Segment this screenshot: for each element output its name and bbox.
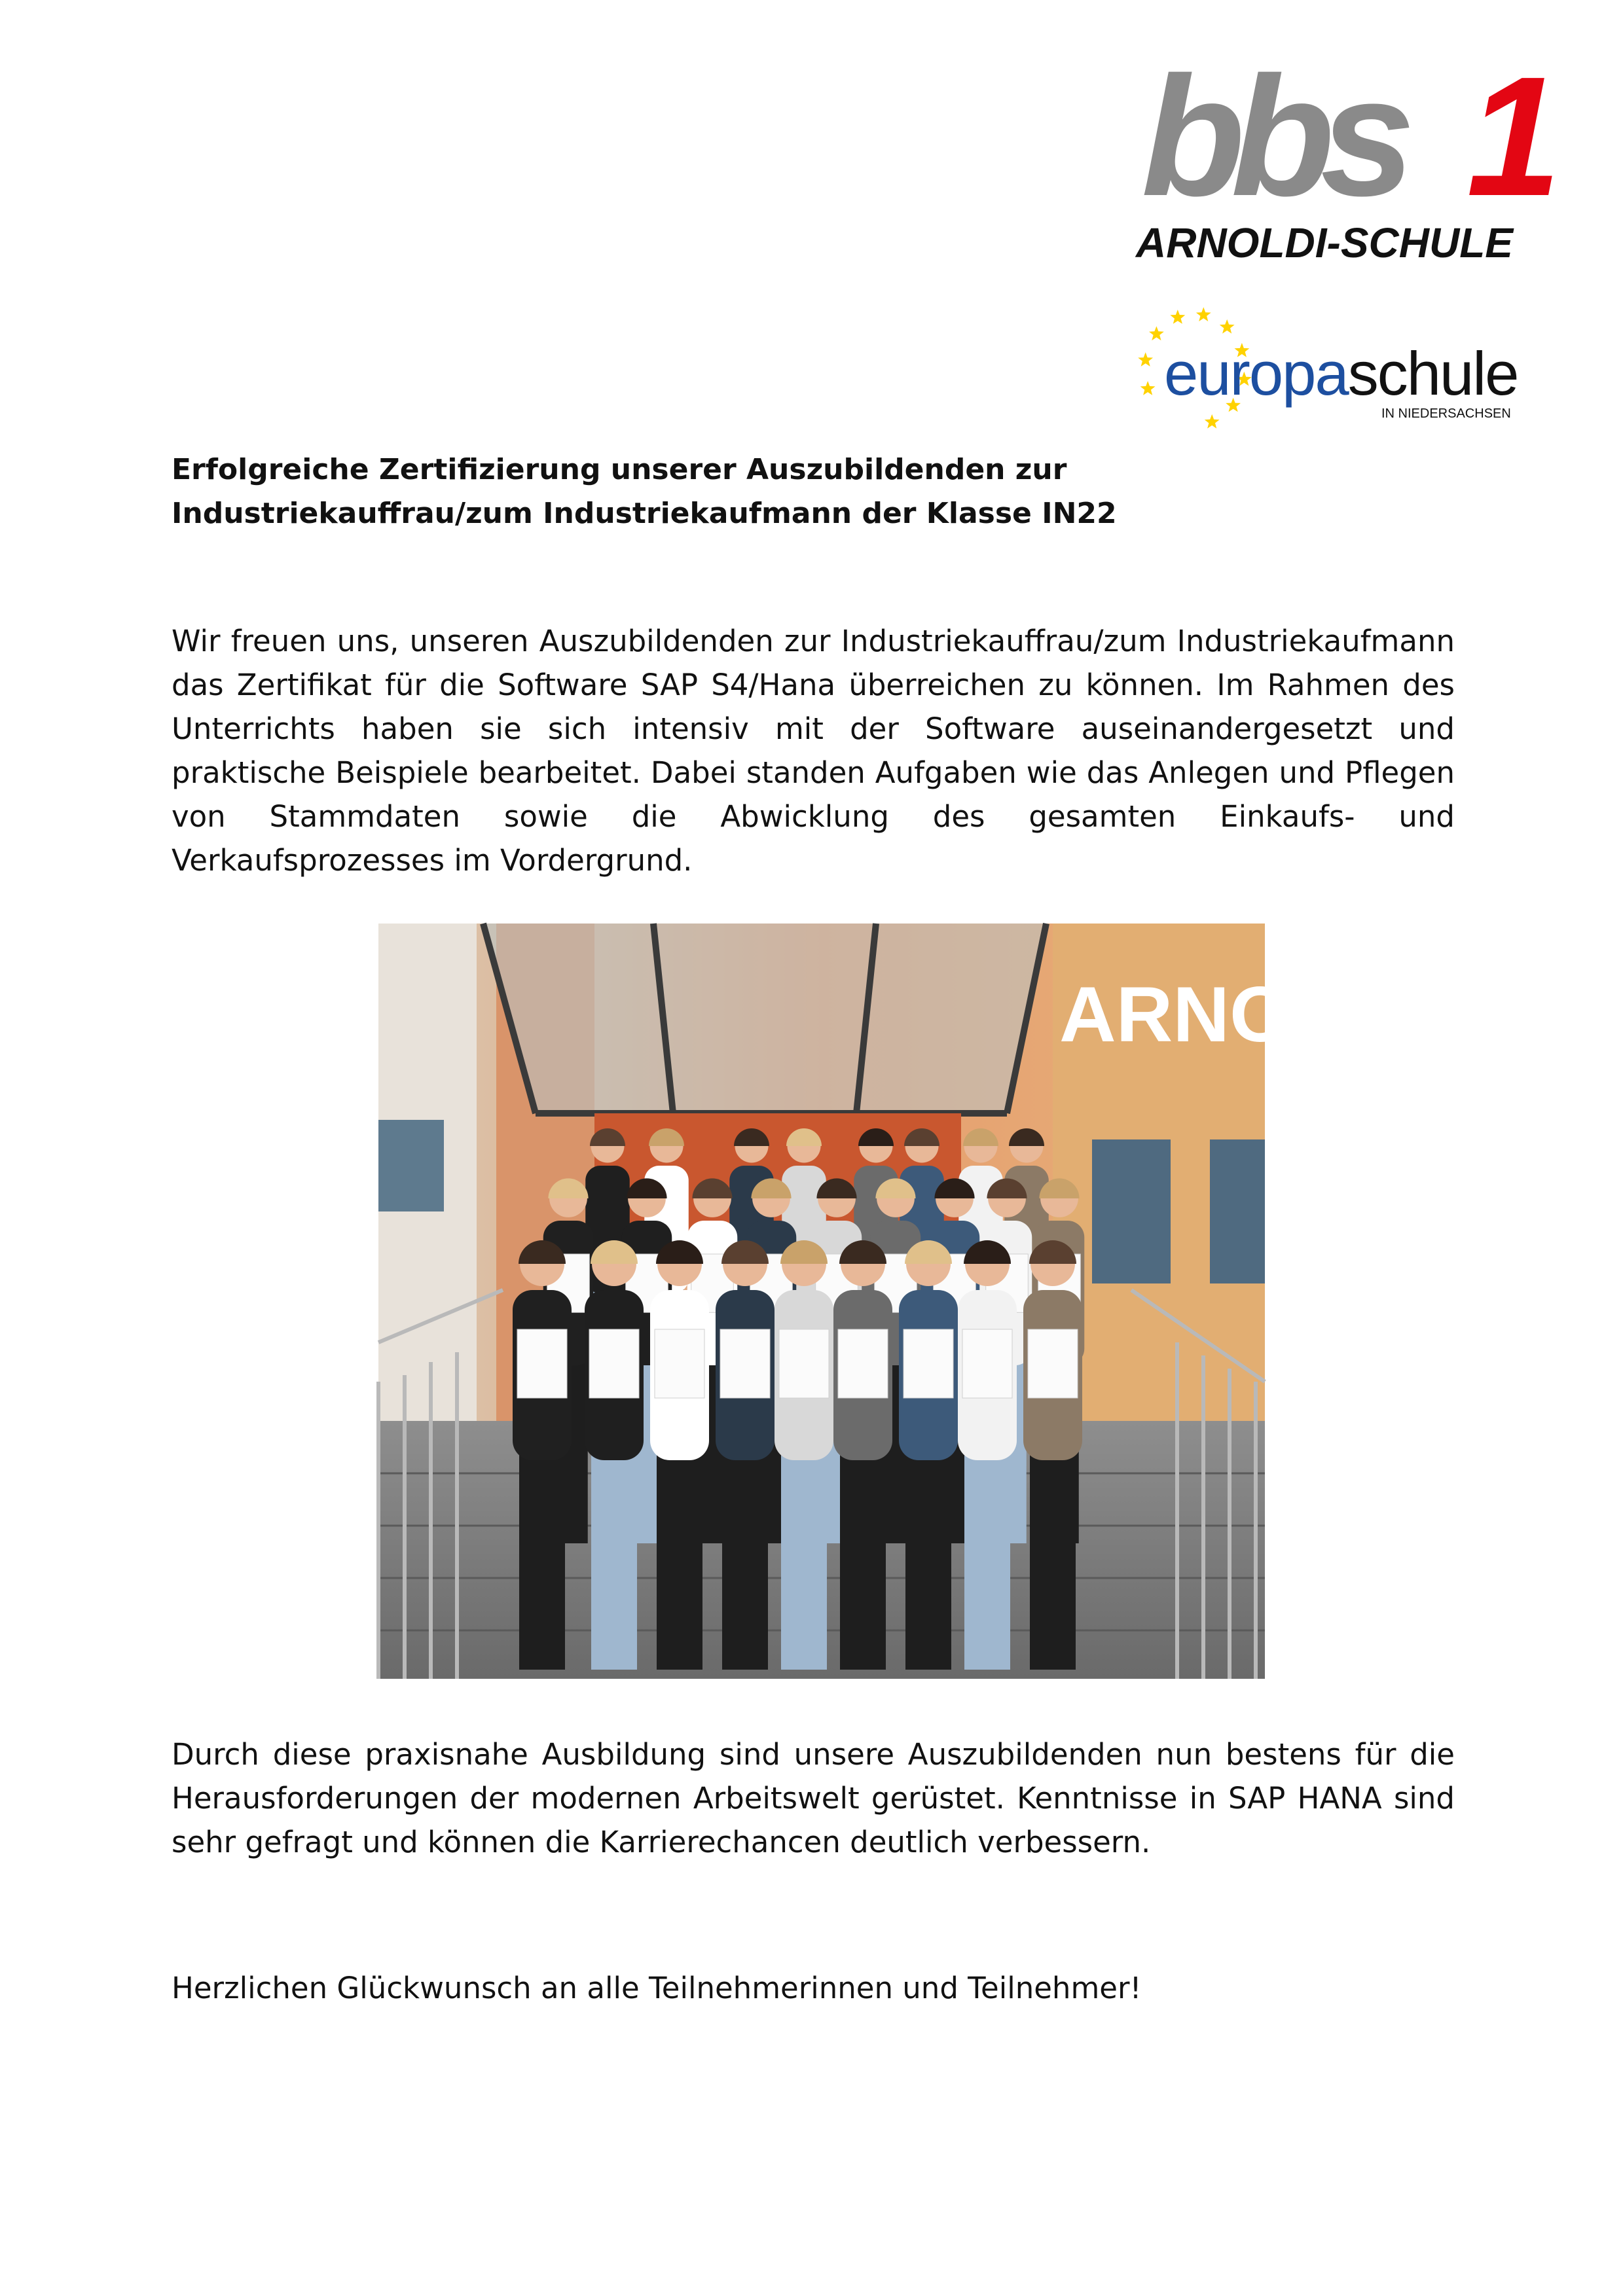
star-icon	[1205, 414, 1220, 429]
bbs1-wordmark-digit: 1	[1467, 42, 1561, 232]
page-title	[172, 448, 1455, 535]
star-icon	[1220, 319, 1235, 334]
certificate	[962, 1329, 1012, 1398]
bbs1-wordmark: bbs	[1141, 42, 1401, 232]
student-legs	[964, 1454, 1010, 1670]
title-line-1: Erfolgreiche Zertifizierung unserer Auszubildenden zur	[172, 453, 1067, 486]
certificate	[779, 1329, 829, 1398]
star-icon	[1140, 381, 1156, 395]
student-legs	[1030, 1454, 1076, 1670]
europaschule-logo	[1133, 298, 1545, 448]
star-icon	[1170, 310, 1185, 324]
certificate	[903, 1329, 953, 1398]
school-name: ARNOLDI-SCHULE	[1136, 219, 1513, 266]
closing-text: Herzlichen Glückwunsch an alle Teilnehmerinnen und Teilnehmer!	[172, 1971, 1142, 2005]
building-sign: ARNO	[1059, 971, 1291, 1058]
star-icon	[1196, 307, 1211, 321]
student-legs	[722, 1454, 768, 1670]
intro-paragraph: Wir freuen uns, unseren Auszubildenden zur Industriekauffrau/zum Industriekaufmann das Zertifikat für die Software SAP S4/Hana überreichen zu können. Im Rahmen des Unterrichts haben sie sich intensiv mit der Software auseinandergesetzt und praktische Beispiele bearbeitet. Dabei standen Aufgaben wie das Anlegen und Pflegen von Stammdaten sowie die Abwicklung des gesamten Einkaufs- und Verkaufsprozesses im Vordergrund.	[172, 624, 1455, 878]
schule-wordmark: schule	[1347, 339, 1518, 408]
title-line-2: Industriekauffrau/zum Industriekaufmann der Klasse IN22	[172, 497, 1117, 530]
star-icon	[1138, 352, 1153, 367]
student-legs	[781, 1454, 827, 1670]
certificate	[655, 1329, 704, 1398]
student-legs	[905, 1454, 951, 1670]
student-legs	[519, 1454, 565, 1670]
certificate	[517, 1329, 567, 1398]
student-legs	[591, 1454, 637, 1670]
svg-text:europaschule	[1164, 339, 1518, 408]
student-legs	[840, 1454, 886, 1670]
certificate	[1028, 1329, 1078, 1398]
certificate	[589, 1329, 639, 1398]
students-group	[513, 1128, 1084, 1670]
certificate	[720, 1329, 770, 1398]
certificate	[838, 1329, 888, 1398]
group-photo	[378, 924, 1291, 1679]
student-legs	[657, 1454, 702, 1670]
glass-canopy	[483, 924, 1046, 1113]
star-icon	[1149, 326, 1164, 340]
bbs1-logo	[1136, 42, 1561, 274]
europa-wordmark: europa	[1164, 339, 1348, 408]
body-paragraph: Durch diese praxisnahe Ausbildung sind unsere Auszubildenden nun bestens für die Herausforderungen der modernen Arbeitswelt gerüstet. Kenntnisse in SAP HANA sind sehr gefragt und können die Karrierechancen deutlich verbessern.	[172, 1737, 1455, 1859]
europa-region: IN NIEDERSACHSEN	[1381, 406, 1511, 421]
